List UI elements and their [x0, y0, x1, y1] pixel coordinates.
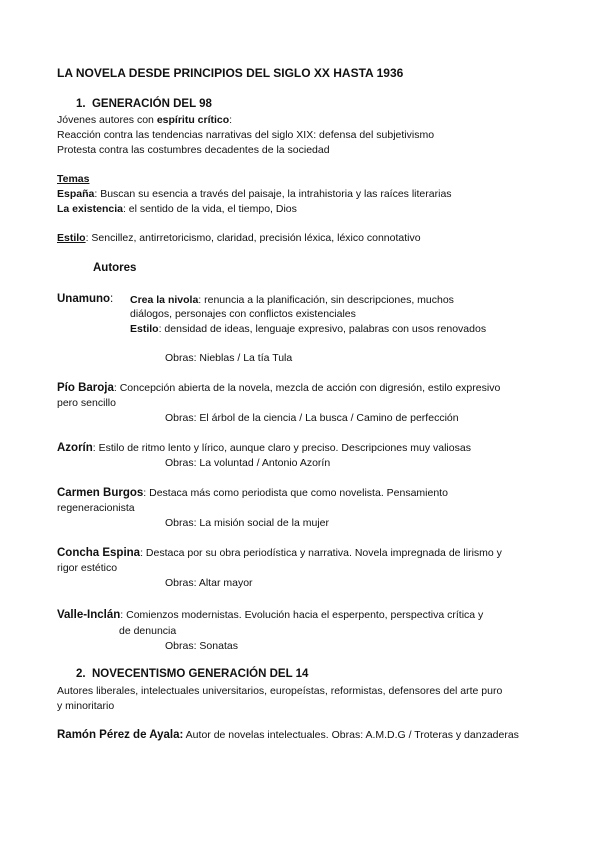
author-valle-text: : Comienzos modernistas. Evolución hacia el esperpento, perspectiva crítica y	[120, 609, 484, 621]
gen14-line1: Autores liberales, intelectuales universitarios, europeístas, reformistas, defensores del arte puro	[57, 685, 503, 697]
section-number: 1.	[76, 98, 86, 110]
section-title: GENERACIÓN DEL 98	[91, 98, 212, 110]
author-ayala-text: Autor de novelas intelectuales. Obras: A.M.D.G / Troteras y danzaderas	[183, 729, 519, 741]
page-title: LA NOVELA DESDE PRINCIPIOS DEL SIGLO XX HASTA 1936	[57, 66, 404, 80]
temas-heading	[57, 173, 90, 185]
intro-bold: espíritu crítico	[156, 114, 230, 126]
nivola-label: Crea la nivola	[130, 294, 199, 306]
intro-suffix: :	[229, 114, 233, 126]
author-azorin-name: Azorín	[57, 442, 93, 454]
author-baroja-text: : Concepción abierta de la novela, mezcla de acción con digresión, estilo expresivo	[113, 382, 501, 394]
estilo-line	[57, 232, 421, 244]
author-unamuno-name	[57, 293, 113, 305]
author-name: Unamuno	[57, 293, 111, 305]
intro-line	[57, 114, 232, 126]
estilo-unamuno-text: : densidad de ideas, lenguaje expresivo, palabras con usos renovados	[158, 323, 487, 335]
author-baroja-line2: pero sencillo	[57, 397, 116, 409]
gen14-line2: y minoritario	[57, 700, 115, 712]
author-valle-name: Valle-Inclán	[57, 609, 121, 621]
section-number: 2.	[76, 668, 86, 680]
author-azorin-obras: Obras: La voluntad / Antonio Azorín	[165, 457, 331, 469]
author-burgos-text: : Destaca más como periodista que como novelista. Pensamiento	[143, 487, 448, 499]
author-espina-line1	[57, 547, 502, 559]
author-espina-text: : Destaca por su obra periodística y narrativa. Novela impregnada de lirismo y	[140, 547, 502, 559]
author-unamuno-line3	[130, 323, 486, 335]
author-espina-name: Concha Espina	[57, 547, 141, 559]
intro-prefix: Jóvenes autores con	[57, 114, 157, 126]
autores-heading: Autores	[93, 262, 137, 274]
section-heading-gen98	[76, 98, 212, 110]
tema-existencia-text: : el sentido de la vida, el tiempo, Dios	[122, 203, 297, 215]
author-ayala-name: Ramón Pérez de Ayala:	[57, 729, 184, 741]
temas-label: Temas	[57, 173, 90, 185]
tema-espana	[57, 188, 452, 200]
estilo-text: : Sencillez, antirretoricismo, claridad, precisión léxica, léxico connotativo	[85, 232, 421, 244]
nivola-text: : renuncia a la planificación, sin descripciones, muchos	[198, 294, 454, 306]
author-baroja-line1	[57, 382, 500, 394]
author-burgos-obras: Obras: La misión social de la mujer	[165, 517, 329, 529]
author-colon: :	[110, 293, 114, 305]
author-valle-line1	[57, 609, 483, 621]
author-valle-obras: Obras: Sonatas	[165, 640, 238, 652]
author-espina-obras: Obras: Altar mayor	[165, 577, 253, 589]
author-ayala-line	[57, 729, 519, 741]
section-title: NOVECENTISMO GENERACIÓN DEL 14	[91, 668, 309, 680]
author-burgos-line1	[57, 487, 448, 499]
author-azorin-text: : Estilo de ritmo lento y lírico, aunque claro y preciso. Descripciones muy valiosas	[92, 442, 471, 454]
tema-espana-label: España	[57, 188, 95, 200]
author-burgos-name: Carmen Burgos	[57, 487, 144, 499]
tema-existencia	[57, 203, 297, 215]
tema-existencia-label: La existencia	[57, 203, 123, 215]
intro-line-2: Reacción contra las tendencias narrativas del siglo XIX: defensa del subjetivismo	[57, 129, 435, 141]
author-unamuno-obras: Obras: Nieblas / La tía Tula	[165, 352, 293, 364]
author-baroja-obras: Obras: El árbol de la ciencia / La busca / Camino de perfección	[165, 412, 459, 424]
section-heading-gen14	[76, 668, 308, 680]
author-azorin-line1	[57, 442, 471, 454]
estilo-label: Estilo	[57, 232, 86, 244]
tema-espana-text: : Buscan su esencia a través del paisaje, la intrahistoria y las raíces literarias	[94, 188, 452, 200]
author-valle-line2: de denuncia	[119, 625, 177, 637]
author-unamuno-line1	[130, 294, 454, 306]
author-baroja-name: Pío Baroja	[57, 382, 114, 394]
author-unamuno-line2: diálogos, personajes con conflictos existenciales	[130, 308, 356, 320]
estilo-unamuno-label: Estilo	[130, 323, 159, 335]
author-burgos-line2: regeneracionista	[57, 502, 135, 514]
intro-line-3: Protesta contra las costumbres decadentes de la sociedad	[57, 144, 330, 156]
author-espina-line2: rigor estético	[57, 562, 118, 574]
